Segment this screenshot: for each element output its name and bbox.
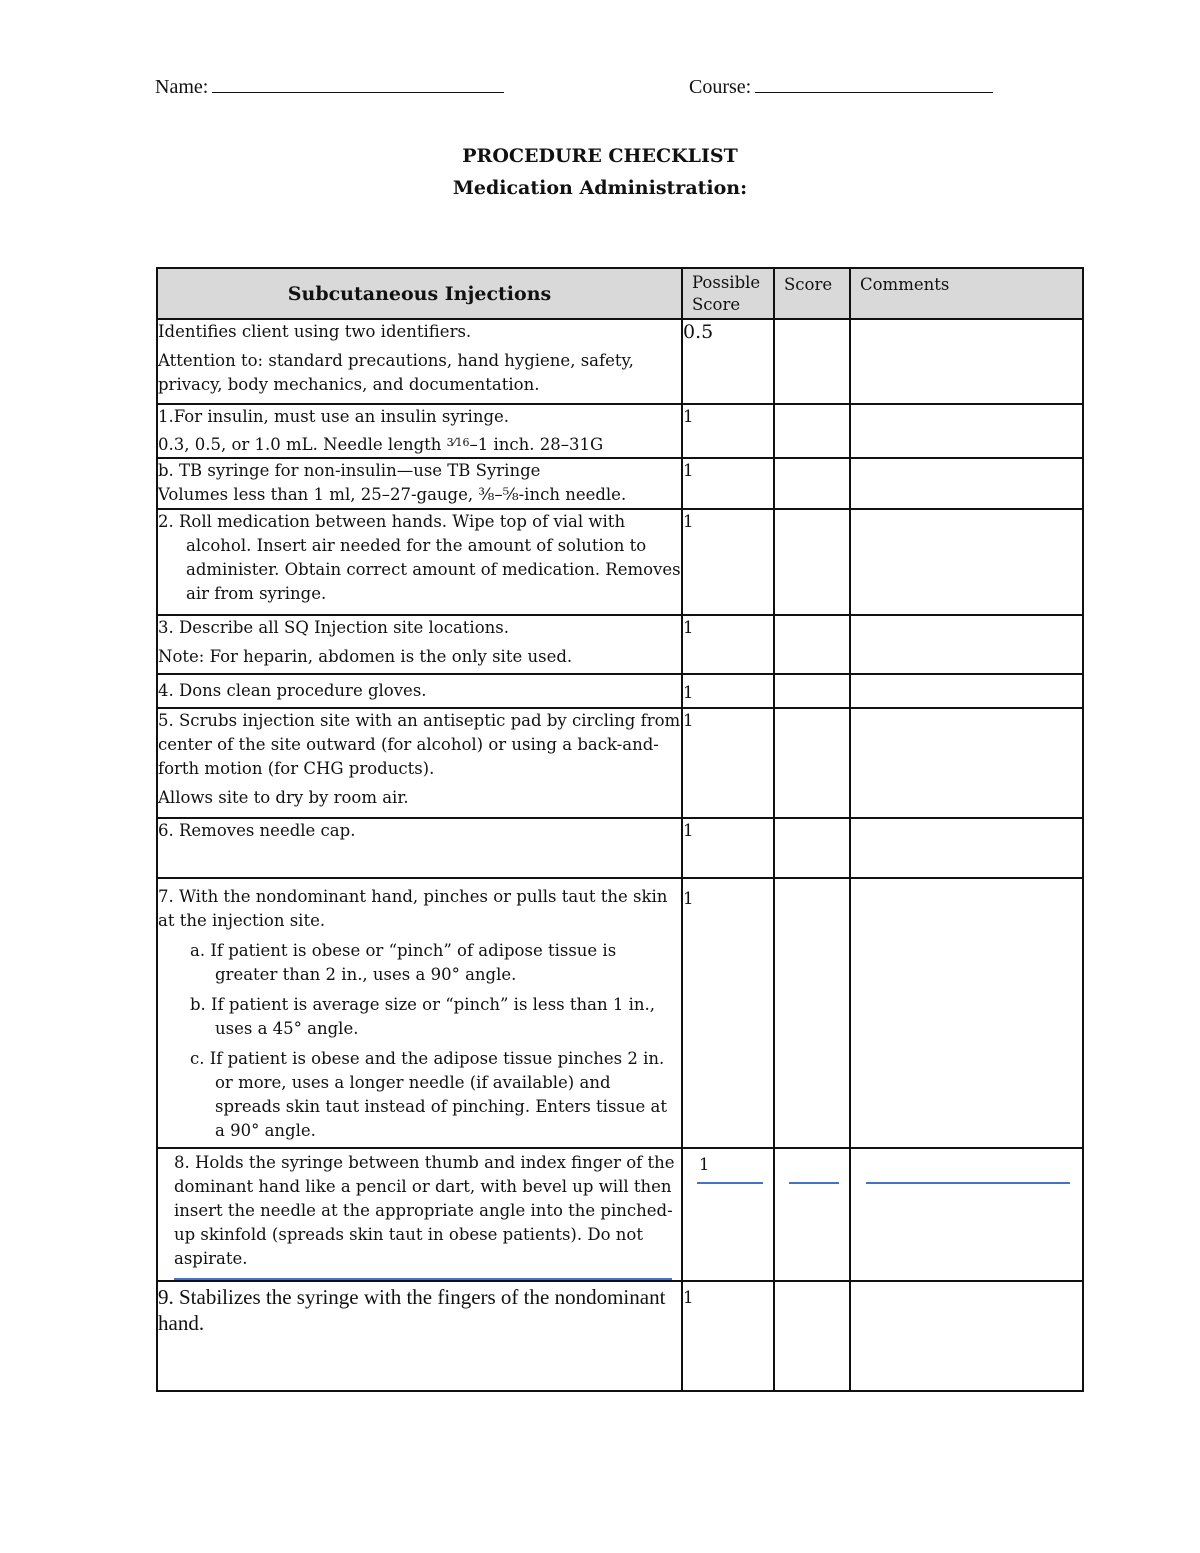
step-text: Allows site to dry by room air. <box>158 788 409 807</box>
possible-score-cell <box>682 818 774 878</box>
score-cell[interactable] <box>774 674 850 708</box>
step-cell <box>157 615 682 674</box>
step-text: 7. With the nondominant hand, pinches or pulls taut the skin at the injection site. <box>158 887 668 930</box>
possible-score-value: 1 <box>683 461 694 480</box>
step-cell <box>157 1281 682 1391</box>
step-text: alcohol. Insert air needed for the amount of solution to administer. Obtain correct amount of medication. Removes air from syringe. <box>186 536 681 603</box>
course-field[interactable] <box>689 72 993 99</box>
score-cell[interactable] <box>774 1148 850 1281</box>
annotation-line <box>174 1278 672 1280</box>
table-row <box>157 615 1083 674</box>
table-row <box>157 674 1083 708</box>
step-text: 9. Stabilizes the syringe with the fingers of the nondominant hand. <box>158 1285 666 1335</box>
name-field[interactable] <box>155 72 504 99</box>
score-cell[interactable] <box>774 458 850 509</box>
step-text: Volumes less than 1 ml, 25–27-gauge, ⅜–⅝-inch needle. <box>158 485 627 504</box>
column-header-comments: Comments <box>850 268 1083 319</box>
step-text: Identifies client using two identifiers. <box>158 322 472 341</box>
comments-cell[interactable] <box>850 878 1083 1148</box>
possible-score-cell <box>682 708 774 818</box>
possible-score-cell <box>682 674 774 708</box>
table-row <box>157 1281 1083 1391</box>
step-cell <box>157 404 682 458</box>
name-label: Name: <box>155 76 209 98</box>
step-text-part: 0.3, 0.5, or 1.0 mL. Needle length <box>158 435 447 454</box>
comments-cell[interactable] <box>850 674 1083 708</box>
possible-score-value: 1 <box>683 618 694 637</box>
score-cell[interactable] <box>774 1281 850 1391</box>
sub-step-text: c. If patient is obese and the adipose tissue pinches 2 in. or more, uses a longer needle (if available) and spreads skin taut instead of pinching. Enters tissue at a 90° angle. <box>190 1049 667 1140</box>
possible-score-value: 1 <box>683 889 694 908</box>
fraction: 3⁄16 <box>446 436 470 449</box>
step-text: 1.For insulin, must use an insulin syringe. <box>158 407 510 426</box>
column-header-score: Score <box>774 268 850 319</box>
score-cell[interactable] <box>774 615 850 674</box>
possible-score-value: 1 <box>683 711 694 730</box>
possible-label-line1: Possible <box>692 273 761 292</box>
possible-score-value: 1 <box>683 407 694 426</box>
table-row <box>157 509 1083 615</box>
step-text-part: –1 inch. 28–31G <box>469 435 604 454</box>
name-blank[interactable] <box>212 72 504 93</box>
course-blank[interactable] <box>755 72 993 93</box>
possible-score-cell <box>682 404 774 458</box>
table-row <box>157 818 1083 878</box>
comments-cell[interactable] <box>850 708 1083 818</box>
step-text: 5. Scrubs injection site with an antiseptic pad by circling from center of the site outward (for alcohol) or using a back-and-forth motion (for CHG products). <box>158 711 681 778</box>
column-header-step: Subcutaneous Injections <box>157 268 682 319</box>
score-cell[interactable] <box>774 509 850 615</box>
score-cell[interactable] <box>774 818 850 878</box>
annotation-line <box>697 1182 763 1184</box>
step-text: b. TB syringe for non-insulin—use TB Syringe <box>158 461 541 480</box>
table-row <box>157 1148 1083 1281</box>
step-text: 4. Dons clean procedure gloves. <box>158 681 427 700</box>
possible-score-value: 0.5 <box>683 321 714 343</box>
annotation-line <box>789 1182 839 1184</box>
comments-cell[interactable] <box>850 458 1083 509</box>
step-text: 3. Describe all SQ Injection site locations. <box>158 618 509 637</box>
annotation-line <box>866 1182 1070 1184</box>
table-row <box>157 458 1083 509</box>
score-cell[interactable] <box>774 708 850 818</box>
step-text: Note: For heparin, abdomen is the only site used. <box>158 647 573 666</box>
possible-score-value: 1 <box>683 683 694 702</box>
score-cell[interactable] <box>774 319 850 404</box>
table-row <box>157 708 1083 818</box>
score-cell[interactable] <box>774 404 850 458</box>
score-cell[interactable] <box>774 878 850 1148</box>
possible-label-line2: Score <box>692 295 741 314</box>
step-cell <box>157 319 682 404</box>
step-cell <box>157 458 682 509</box>
page-title: PROCEDURE CHECKLIST <box>462 145 738 167</box>
column-header-possible-score <box>682 268 774 319</box>
table-row <box>157 878 1083 1148</box>
step-cell <box>157 509 682 615</box>
step-cell <box>157 674 682 708</box>
step-text: 8. Holds the syringe between thumb and index finger of the dominant hand like a pencil or dart, with bevel up will then insert the needle at the appropriate angle into the pinched-up skinfold (spreads skin taut in obese patients). Do not aspirate. <box>174 1153 675 1268</box>
comments-cell[interactable] <box>850 319 1083 404</box>
step-cell <box>157 878 682 1148</box>
possible-score-cell <box>682 1148 774 1281</box>
step-text <box>158 431 681 457</box>
possible-score-cell <box>682 615 774 674</box>
table-header-row <box>157 268 1083 319</box>
comments-cell[interactable] <box>850 509 1083 615</box>
table-row <box>157 404 1083 458</box>
possible-score-value: 1 <box>699 1155 710 1174</box>
table-row <box>157 319 1083 404</box>
course-label: Course: <box>689 76 752 98</box>
comments-cell[interactable] <box>850 1281 1083 1391</box>
sub-step-text: a. If patient is obese or “pinch” of adipose tissue is greater than 2 in., uses a 90° angle. <box>190 941 617 984</box>
possible-score-cell <box>682 878 774 1148</box>
comments-cell[interactable] <box>850 1148 1083 1281</box>
comments-cell[interactable] <box>850 615 1083 674</box>
possible-score-cell <box>682 509 774 615</box>
comments-cell[interactable] <box>850 818 1083 878</box>
step-text: Attention to: standard precautions, hand hygiene, safety, privacy, body mechanics, and documentation. <box>158 351 634 394</box>
step-cell <box>157 818 682 878</box>
page-subtitle: Medication Administration: <box>452 177 748 199</box>
step-cell <box>157 1148 682 1281</box>
possible-score-value: 1 <box>683 1288 694 1307</box>
step-text: 2. Roll medication between hands. Wipe top of vial with <box>158 512 626 531</box>
possible-score-cell <box>682 458 774 509</box>
comments-cell[interactable] <box>850 404 1083 458</box>
checklist-table <box>156 267 1084 1392</box>
step-text: 6. Removes needle cap. <box>158 821 356 840</box>
sub-step-text: b. If patient is average size or “pinch” is less than 1 in., uses a 45° angle. <box>190 995 655 1038</box>
possible-score-value: 1 <box>683 512 694 531</box>
possible-score-value: 1 <box>683 821 694 840</box>
possible-score-cell <box>682 319 774 404</box>
step-cell <box>157 708 682 818</box>
possible-score-cell <box>682 1281 774 1391</box>
